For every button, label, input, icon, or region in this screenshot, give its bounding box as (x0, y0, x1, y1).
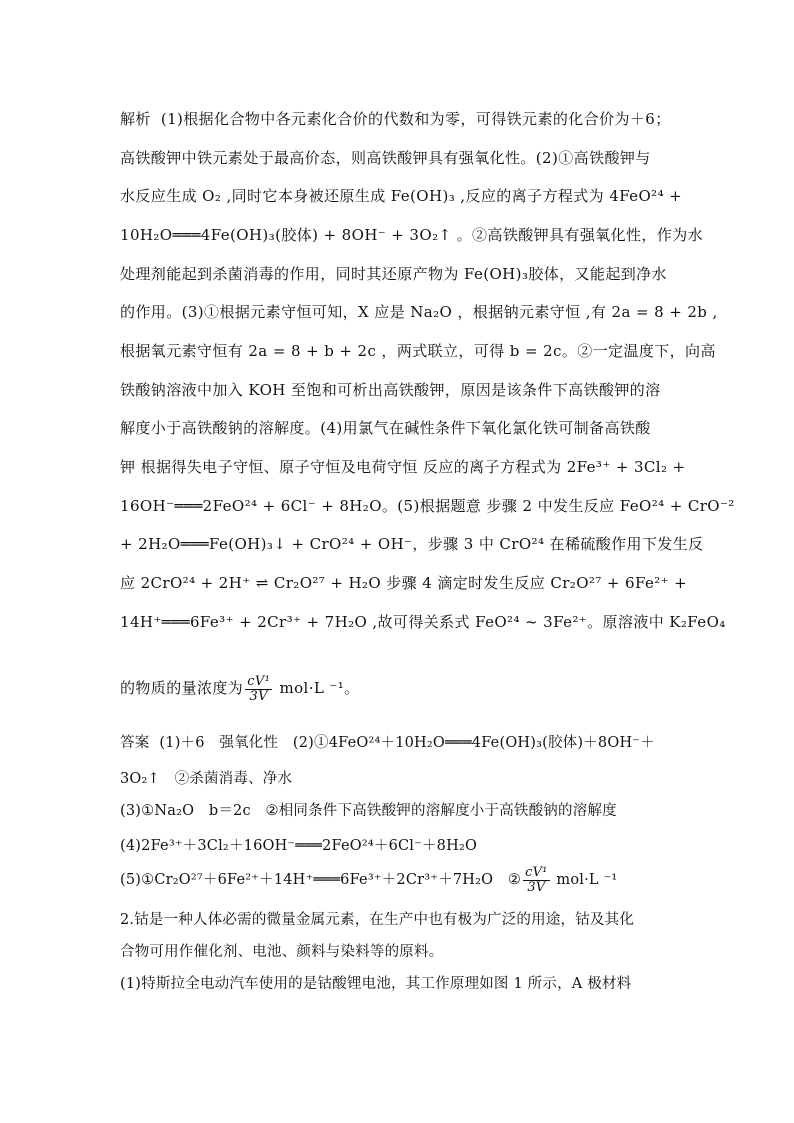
analysis-line-4: 10H₂O═══4Fe(OH)₃(胶体) + 8OH⁻ + 3O₂↑ 。②高铁酸钾具有强氧化性，作为水 (120, 226, 704, 244)
analysis-line-14: 14H⁺═══6Fe³⁺ + 2Cr³⁺ + 7H₂O ,故可得关系式 FeO²⁴ ~ 3Fe²⁺。原溶液中 K₂FeO₄ (120, 613, 726, 631)
question-2-line-3: (1)特斯拉全电动汽车使用的是钴酸锂电池，其工作原理如图 1 所示，A 极材料 (120, 976, 632, 992)
analysis-line-9: 解度小于高铁酸钠的溶解度。(4)用氯气在碱性条件下氧化氯化铁可制备高铁酸 (120, 419, 651, 437)
answer-line-4: (4)2Fe³⁺＋3Cl₂＋16OH⁻═══2FeO²⁴＋6Cl⁻＋8H₂O (120, 838, 478, 854)
question-2-line-1: 2.钴是一种人体必需的微量金属元素，在生产中也有极为广泛的用途，钴及其化 (120, 912, 635, 928)
answer-line-2: 3O₂↑ ②杀菌消毒、净水 (120, 771, 293, 787)
analysis-line-1: 解析 (1)根据化合物中各元素化合价的代数和为零，可得铁元素的化合价为＋6； (120, 110, 671, 128)
answer-line-5: (5)①Cr₂O²⁷＋6Fe²⁺＋14H⁺═══6Fe³⁺＋2Cr³⁺＋7H₂O ② $\frac{\text{cV¹}}{3V}$ mol·L ⁻¹ (120, 864, 618, 895)
analysis-line-6: 的作用。(3)①根据元素守恒可知，X 应是 Na₂O ，根据钠元素守恒 ,有 2a = 8 + 2b , (120, 303, 718, 321)
answer-label: 答案 (120, 735, 150, 751)
analysis-line-12: + 2H₂O═══Fe(OH)₃↓ + CrO²⁴ + OH⁻，步骤 3 中 CrO²⁴ 在稀硫酸作用下发生反 (120, 535, 704, 553)
answer-line-3: (3)①Na₂O b＝2c ②相同条件下高铁酸钾的溶解度小于高铁酸钠的溶解度 (120, 803, 617, 819)
analysis-line-8: 铁酸钠溶液中加入 KOH 至饱和可析出高铁酸钾，原因是该条件下高铁酸钾的溶 (120, 381, 661, 399)
analysis-line-10: 钾 根据得失电子守恒、原子守恒及电荷守恒 反应的离子方程式为 2Fe³⁺ + 3Cl₂ + (120, 458, 686, 476)
analysis-line-15: 的物质的量浓度为 $\frac{\text{cV¹}}{3V}$ mol·L ⁻¹。 (120, 673, 360, 704)
question-2-line-2: 合物可用作催化剂、电池、颜料与染料等的原料。 (120, 944, 444, 960)
answer-fraction: $\frac{\text{cV¹}}{3V}$ (525, 864, 548, 895)
concentration-fraction: $\frac{\text{cV¹}}{3V}$ (247, 673, 271, 704)
analysis-label: 解析 (120, 110, 151, 128)
analysis-line-3: 水反应生成 O₂ ,同时它本身被还原生成 Fe(OH)₃ ,反应的离子方程式为 4FeO²⁴ + (120, 187, 683, 205)
analysis-line-7: 根据氧元素守恒有 2a = 8 + b + 2c ，两式联立，可得 b = 2c。②一定温度下，向高 (120, 342, 716, 360)
analysis-line-13: 应 2CrO²⁴ + 2H⁺ ⇌ Cr₂O²⁷ + H₂O 步骤 4 滴定时发生反应 Cr₂O²⁷ + 6Fe²⁺ + (120, 574, 688, 592)
analysis-line-11: 16OH⁻═══2FeO²⁴ + 6Cl⁻ + 8H₂O。(5)根据题意 步骤 2 中发生反应 FeO²⁴ + CrO⁻² (120, 497, 735, 515)
analysis-line-5: 处理剂能起到杀菌消毒的作用，同时其还原产物为 Fe(OH)₃胶体，又能起到净水 (120, 265, 667, 283)
answer-line-1: 答案 (1)＋6 强氧化性 (2)①4FeO²⁴＋10H₂O═══4Fe(OH)₃(胶体)＋8OH⁻＋ (120, 735, 655, 751)
analysis-line-2: 高铁酸钾中铁元素处于最高价态，则高铁酸钾具有强氧化性。(2)①高铁酸钾与 (120, 149, 651, 167)
